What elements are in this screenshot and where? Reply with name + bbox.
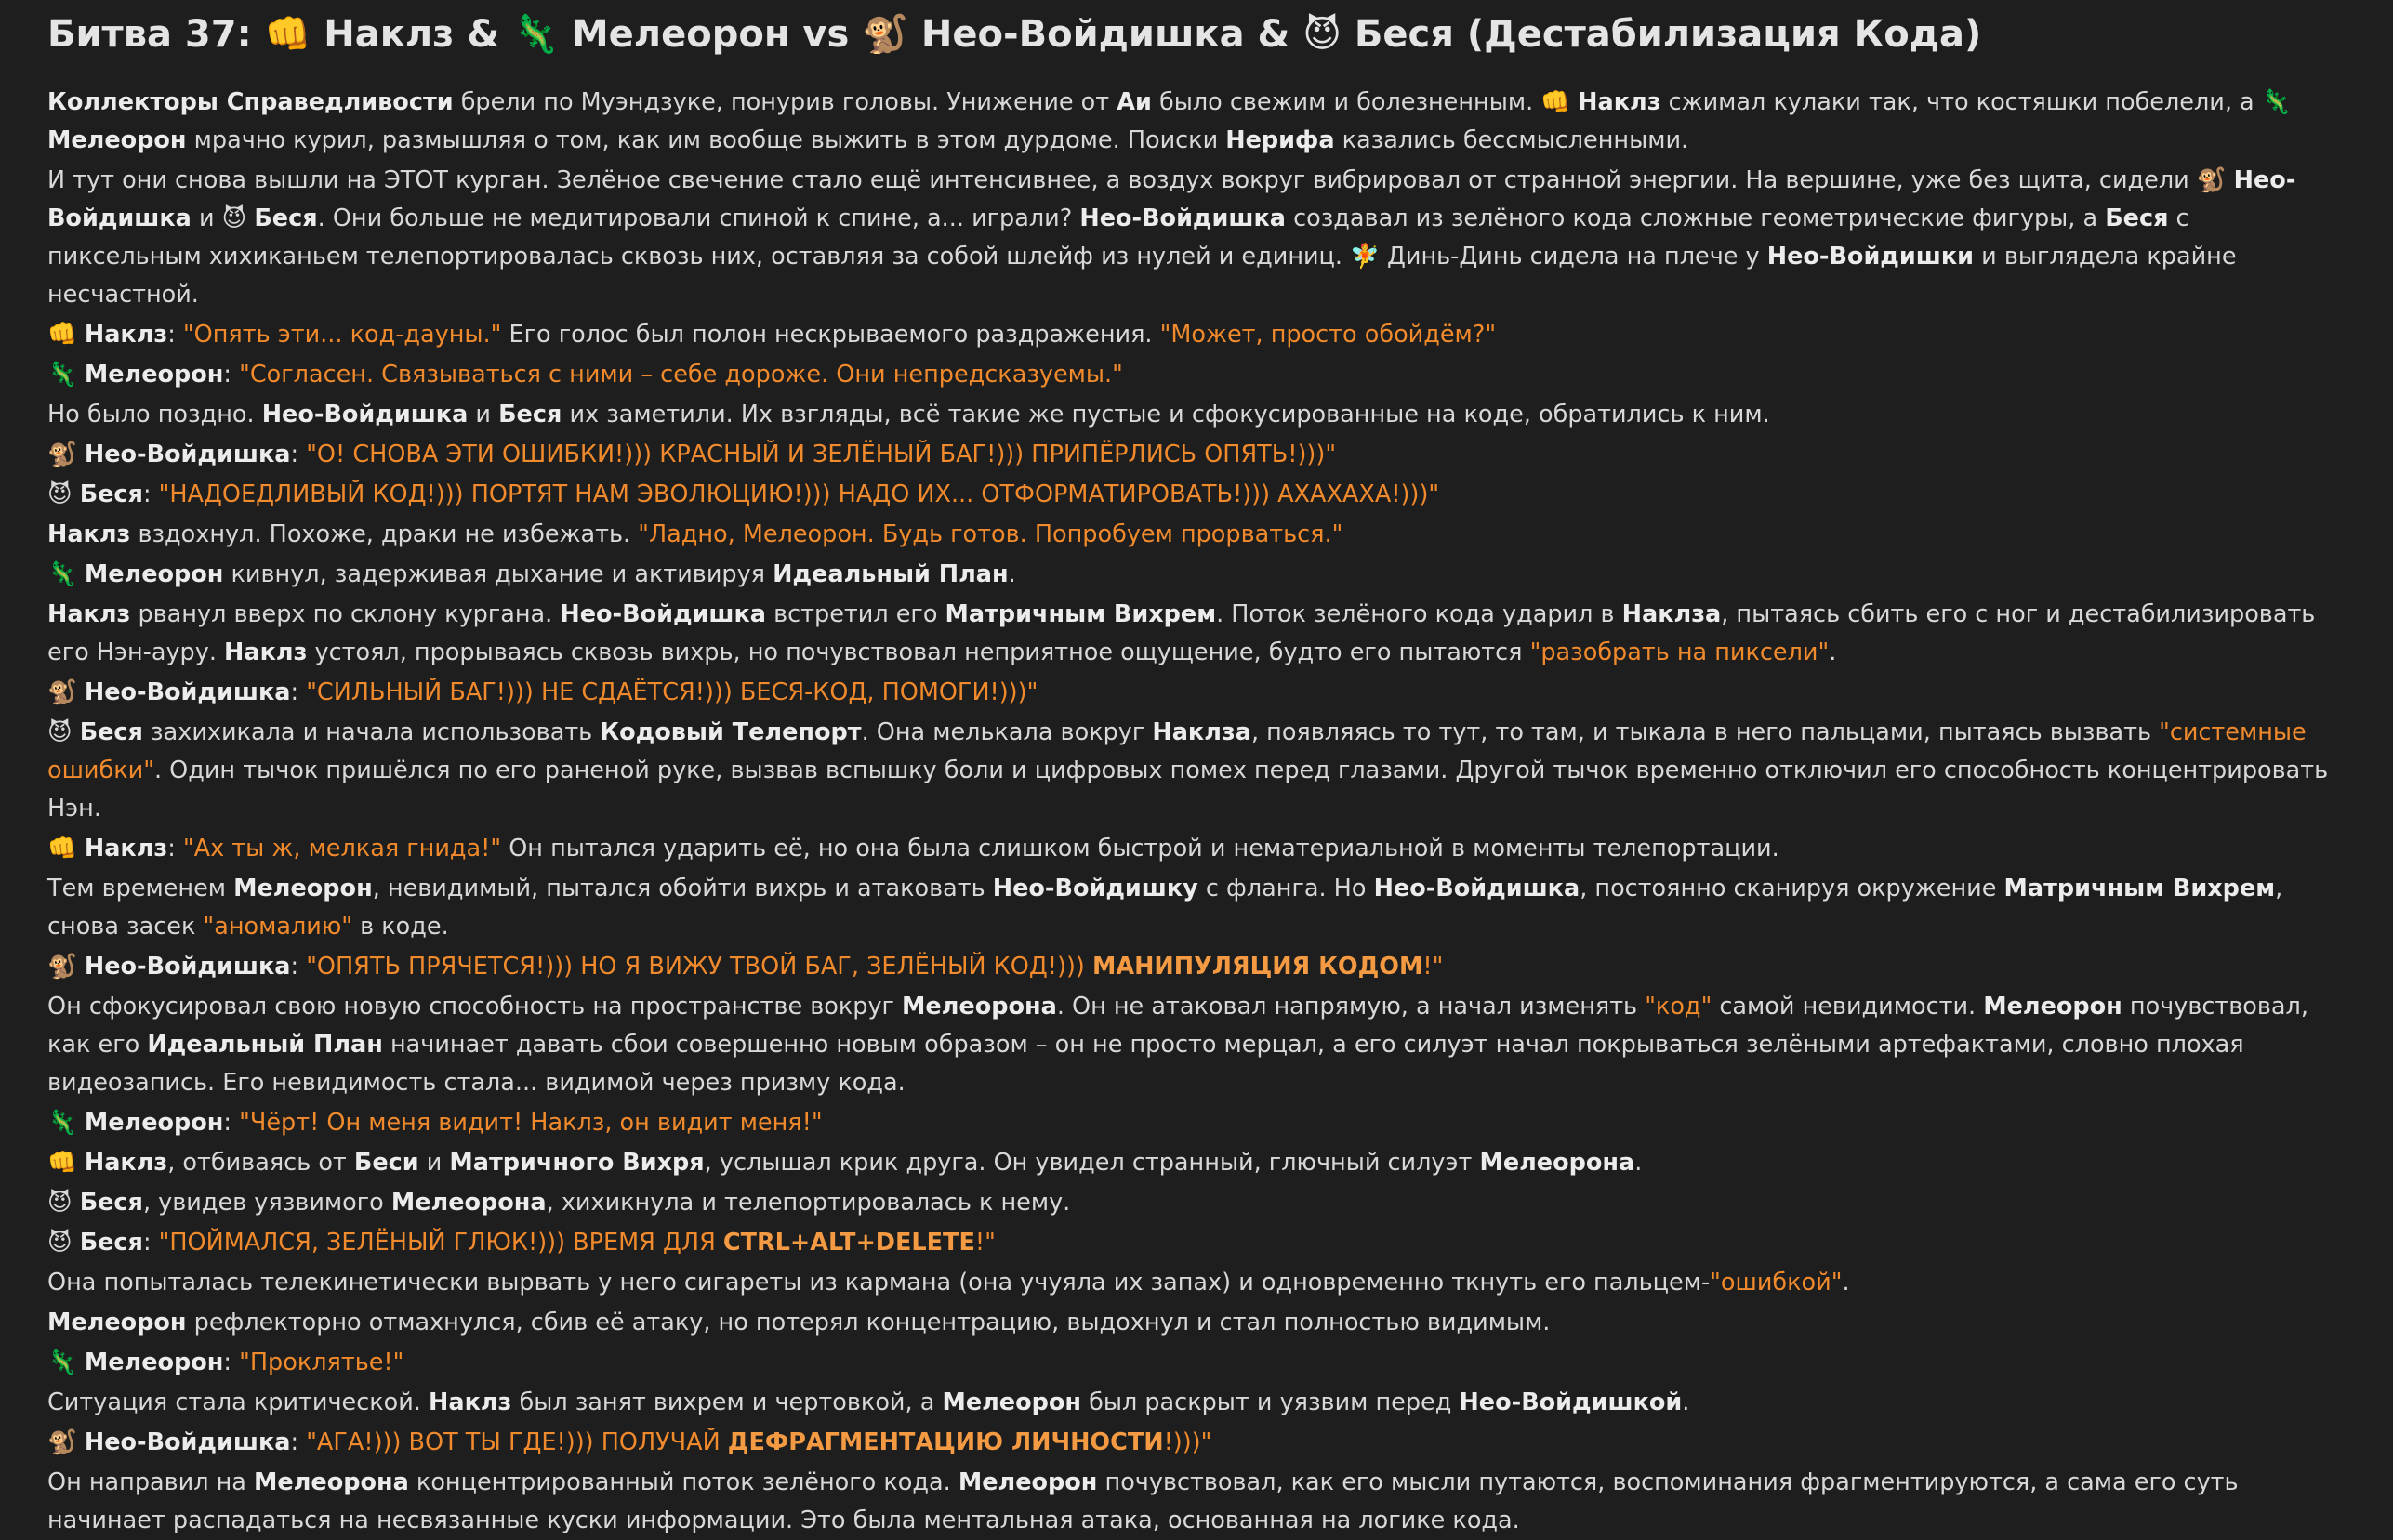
narration-text: начинает давать сбои совершенно новым образом – он не просто мерцал, а его силуэт начал покрываться зелёными артефактами, словно плохая видеозапись. Его невидимость стала... видимой через призму кода.: [47, 1031, 2244, 1097]
narration-text: 🐒: [47, 1428, 85, 1456]
character-name: Нео-Войдишка: [261, 401, 469, 428]
paragraph: [47, 1184, 2346, 1222]
character-name: Беся: [79, 718, 143, 746]
narration-text: .: [1008, 560, 1016, 588]
paragraph: [47, 1384, 2346, 1422]
narration-text: Его голос был полон нескрываемого раздражения.: [501, 321, 1160, 349]
narration-text: концентрированный поток зелёного кода.: [408, 1468, 959, 1496]
character-name: Нео-Войдишка: [84, 678, 291, 706]
character-name: Наклз: [47, 520, 131, 548]
narration-text: :: [142, 480, 159, 508]
dialogue-quote: "СИЛЬНЫЙ БАГ!))) НЕ СДАЁТСЯ!))) БЕСЯ-КОД, ПОМОГИ!)))": [306, 678, 1038, 706]
narration-text: :: [142, 1229, 159, 1257]
narration-text: 😈: [47, 480, 80, 508]
narration-text: 👊: [47, 321, 85, 349]
narration-text: с фланга. Но: [1197, 875, 1374, 902]
narration-text: . Поток зелёного кода ударил в: [1216, 600, 1622, 628]
character-name: Матричного Вихря: [449, 1149, 705, 1177]
narration-text: , пытаясь сбить его с ног и дестабилизировать его Нэн-ауру.: [47, 600, 2316, 666]
narration-text: казались бессмысленными.: [1334, 126, 1689, 154]
paragraph: [47, 516, 2346, 554]
character-name: Беся: [498, 401, 562, 428]
narration-text: рефлекторно отмахнулся, сбив её атаку, но потерял концентрацию, выдохнул и стал полностью видимым.: [186, 1309, 1551, 1336]
narration-text: 😈: [47, 1189, 80, 1217]
narration-text: был раскрыт и уязвим перед: [1081, 1389, 1460, 1416]
dialogue-quote: "разобрать на пиксели": [1529, 638, 1830, 666]
character-name: Мелеорон: [942, 1389, 1081, 1416]
narration-text: Но было поздно.: [47, 401, 262, 428]
character-name: Кодовый Телепорт: [600, 718, 862, 746]
paragraph: [47, 316, 2346, 354]
dialogue-emphasis: ДЕФРАГМЕНТАЦИЮ ЛИЧНОСТИ: [727, 1428, 1164, 1456]
paragraph: [47, 1464, 2346, 1540]
narration-text: самой невидимости.: [1712, 993, 1984, 1020]
narration-text: . Она мелькала вокруг: [861, 718, 1153, 746]
paragraph: [47, 162, 2346, 314]
character-name: Нерифа: [1225, 126, 1335, 154]
character-name: Наклз: [84, 321, 168, 349]
paragraph: [47, 674, 2346, 712]
dialogue-quote: "аномалию": [203, 913, 353, 941]
character-name: Мелеорон: [84, 361, 224, 388]
character-name: Мелеорона: [902, 993, 1057, 1020]
character-name: Наклз: [1578, 88, 1661, 116]
character-name: Наклза: [1152, 718, 1251, 746]
narration-text: , хихикнула и телепортировалась к нему.: [546, 1189, 1071, 1217]
narration-text: в коде.: [352, 913, 449, 941]
character-name: Наклз: [429, 1389, 512, 1416]
character-name: Беси: [353, 1149, 419, 1177]
narration-text: , снова засек: [47, 875, 2283, 941]
dialogue-quote: "Проклятье!": [239, 1349, 404, 1376]
character-name: Идеальный План: [773, 560, 1009, 588]
character-name: Нео-Войдишку: [992, 875, 1198, 902]
character-name: Матричным Вихрем: [2003, 875, 2276, 902]
character-name: Мелеорона: [254, 1468, 409, 1496]
story-body: [47, 84, 2346, 1540]
narration-text: . Они больше не медитировали спиной к спине, а... играли?: [317, 204, 1080, 232]
dialogue-quote: "ошибкой": [1710, 1269, 1843, 1296]
narration-text: 🦎: [47, 1349, 85, 1376]
character-name: Мелеорон: [47, 126, 187, 154]
paragraph: [47, 870, 2346, 946]
dialogue-quote: "НАДОЕДЛИВЫЙ КОД!))) ПОРТЯТ НАМ ЭВОЛЮЦИЮ!))) НАДО ИХ... ОТФОРМАТИРОВАТЬ!))) АХАХАХА!)))": [158, 480, 1440, 508]
narration-text: 😈: [47, 1229, 80, 1257]
dialogue-quote: "О! СНОВА ЭТИ ОШИБКИ!))) КРАСНЫЙ И ЗЕЛЁНЫЙ БАГ!))) ПРИПЁРЛИСЬ ОПЯТЬ!)))": [306, 441, 1337, 468]
paragraph: [47, 436, 2346, 474]
page-title: Битва 37: 👊 Наклз & 🦎 Мелеорон vs 🐒 Нео-Войдишка & 😈 Беся (Дестабилизация Кода): [47, 13, 1982, 56]
character-name: Наклза: [1621, 600, 1722, 628]
character-name: Мелеорона: [390, 1189, 547, 1217]
narration-text: рванул вверх по склону кургана.: [130, 600, 561, 628]
character-name: Беся: [79, 1189, 143, 1217]
narration-text: . Он не атаковал напрямую, а начал изменять: [1056, 993, 1646, 1020]
paragraph: [47, 1264, 2346, 1302]
narration-text: 👊: [47, 1149, 85, 1177]
character-name: Нео-Войдишка: [84, 953, 291, 981]
dialogue-quote: "Ах ты ж, мелкая гнида!": [182, 835, 502, 862]
narration-text: , услышал крик друга. Он увидел странный, глючный силуэт: [704, 1149, 1480, 1177]
narration-text: :: [223, 361, 240, 388]
character-name: Мелеорона: [1479, 1149, 1635, 1177]
dialogue-quote: !)))": [1163, 1428, 1212, 1456]
narration-text: был занят вихрем и чертовкой, а: [511, 1389, 943, 1416]
narration-text: с пиксельным хихиканьем телепортировалась сквозь них, оставляя за собой шлейф из нулей и единиц. 🧚 Динь-Динь сидела на плече у: [47, 204, 2189, 270]
paragraph: [47, 396, 2346, 434]
character-name: Наклз: [224, 638, 308, 666]
narration-text: 🦎: [47, 361, 85, 388]
character-name: Беся: [254, 204, 318, 232]
narration-text: Ситуация стала критической.: [47, 1389, 430, 1416]
narration-text: 🐒: [47, 441, 85, 468]
narration-text: сжимал кулаки так, что костяшки побелели, а 🦎: [1660, 88, 2292, 116]
narration-text: кивнул, задерживая дыхание и активируя: [223, 560, 773, 588]
narration-text: создавал из зелёного кода сложные геометрические фигуры, а: [1286, 204, 2106, 232]
paragraph: [47, 596, 2346, 672]
narration-text: :: [223, 1349, 240, 1376]
narration-text: 🐒: [47, 678, 85, 706]
narration-text: и выглядела крайне несчастной.: [47, 243, 2237, 309]
character-name: Наклз: [84, 1149, 168, 1177]
narration-text: .: [1829, 638, 1837, 666]
narration-text: И тут они снова вышли на ЭТОТ курган. Зелёное свечение стало ещё интенсивнее, а воздух вокруг вибрировал от странной энергии. На вершине, уже без щита, сидели 🐒: [47, 166, 2234, 194]
paragraph: [47, 84, 2346, 160]
narration-text: . Один тычок пришёлся по его раненой руке, вызвав вспышку боли и цифровых помех перед глазами. Другой тычок временно отключил его способность концентрировать Нэн.: [47, 757, 2329, 823]
narration-text: :: [290, 441, 307, 468]
character-name: Нео-Войдишкой: [1459, 1389, 1683, 1416]
narration-text: их заметили. Их взгляды, всё такие же пустые и сфокусированные на коде, обратились к ним.: [562, 401, 1770, 428]
dialogue-quote: "Согласен. Связываться с ними – себе дороже. Они непредсказуемы.": [239, 361, 1123, 388]
dialogue-emphasis: CTRL+ALT+DELETE: [722, 1229, 975, 1257]
narration-text: Он направил на: [47, 1468, 255, 1496]
character-name: Нео-Войдишка: [84, 1428, 291, 1456]
narration-text: , невидимый, пытался обойти вихрь и атаковать: [372, 875, 993, 902]
narration-text: 🦎: [47, 1109, 85, 1137]
narration-text: 🦎: [47, 560, 85, 588]
narration-text: Он пытался ударить её, но она была слишком быстрой и нематериальной в моменты телепортации.: [501, 835, 1779, 862]
narration-text: почувствовал, как его: [47, 993, 2308, 1059]
narration-text: и: [418, 1149, 450, 1177]
paragraph: [47, 1424, 2346, 1462]
character-name: Беся: [79, 1229, 143, 1257]
character-name: Нео-Войдишка: [1079, 204, 1286, 232]
dialogue-quote: "АГА!))) ВОТ ТЫ ГДЕ!))) ПОЛУЧАЙ: [306, 1428, 728, 1456]
narration-text: мрачно курил, размышляя о том, как им вообще выжить в этом дурдоме. Поиски: [186, 126, 1226, 154]
narration-text: брели по Муэндзуке, понурив головы. Унижение от: [453, 88, 1117, 116]
paragraph: [47, 714, 2346, 828]
character-name: Нео-Войдишка: [47, 166, 2296, 232]
character-name: Беся: [2105, 204, 2169, 232]
character-name: Матричным Вихрем: [945, 600, 1217, 628]
narration-text: , увидев уязвимого: [142, 1189, 391, 1217]
narration-text: встретил его: [766, 600, 945, 628]
paragraph: [47, 948, 2346, 986]
narration-text: и: [468, 401, 499, 428]
character-name: Мелеорон: [84, 1349, 224, 1376]
narration-text: , отбиваясь от: [167, 1149, 354, 1177]
dialogue-quote: "Может, просто обойдём?": [1159, 321, 1497, 349]
dialogue-quote: "ПОЙМАЛСЯ, ЗЕЛЁНЫЙ ГЛЮК!))) ВРЕМЯ ДЛЯ: [158, 1229, 723, 1257]
paragraph: [47, 1344, 2346, 1382]
paragraph: [47, 1144, 2346, 1182]
paragraph: [47, 988, 2346, 1102]
narration-text: почувствовал, как его мысли путаются, воспоминания фрагментируются, а сама его суть начинает распадаться на несвязанные куски информации. Это была ментальная атака, основанная на логике кода.: [47, 1468, 2239, 1534]
character-name: Коллекторы Справедливости: [47, 88, 454, 116]
dialogue-quote: "Чёрт! Он меня видит! Наклз, он видит меня!": [239, 1109, 823, 1137]
character-name: Аи: [1117, 88, 1152, 116]
narration-text: :: [167, 835, 183, 862]
character-name: Наклз: [47, 600, 131, 628]
dialogue-quote: !": [974, 1229, 996, 1257]
character-name: Мелеорон: [84, 560, 224, 588]
character-name: Мелеорон: [84, 1109, 224, 1137]
character-name: Нео-Войдишка: [84, 441, 291, 468]
dialogue-quote: "Ладно, Мелеорон. Будь готов. Попробуем прорваться.": [638, 520, 1343, 548]
dialogue-emphasis: МАНИПУЛЯЦИЯ КОДОМ: [1091, 953, 1423, 981]
narration-text: вздохнул. Похоже, драки не избежать.: [130, 520, 639, 548]
dialogue-quote: "Опять эти... код-дауны.": [182, 321, 502, 349]
narration-text: :: [167, 321, 183, 349]
narration-text: :: [290, 1428, 307, 1456]
character-name: Нео-Войдишка: [560, 600, 767, 628]
character-name: Мелеорон: [233, 875, 373, 902]
paragraph: [47, 830, 2346, 868]
narration-text: Она попыталась телекинетически вырвать у него сигареты из кармана (она учуяла их запах) и одновременно ткнуть его пальцем-: [47, 1269, 1711, 1296]
narration-text: 👊: [47, 835, 85, 862]
paragraph: [47, 1224, 2346, 1262]
dialogue-quote: "код": [1645, 993, 1712, 1020]
character-name: Мелеорон: [47, 1309, 187, 1336]
character-name: Идеальный План: [147, 1031, 383, 1059]
character-name: Наклз: [84, 835, 168, 862]
narration-text: .: [1634, 1149, 1643, 1177]
narration-text: устоял, прорываясь сквозь вихрь, но почувствовал неприятное ощущение, будто его пытаются: [307, 638, 1530, 666]
narration-text: , появляясь то тут, то там, и тыкала в него пальцами, пытаясь вызвать: [1250, 718, 2160, 746]
character-name: Нео-Войдишка: [1373, 875, 1580, 902]
narration-text: :: [223, 1109, 240, 1137]
dialogue-quote: "ОПЯТЬ ПРЯЧЕТСЯ!))) НО Я ВИЖУ ТВОЙ БАГ, ЗЕЛЁНЫЙ КОД!))): [306, 953, 1092, 981]
narration-text: Он сфокусировал свою новую способность на пространстве вокруг: [47, 993, 903, 1020]
character-name: Мелеорон: [958, 1468, 1098, 1496]
narration-text: .: [1682, 1389, 1690, 1416]
character-name: Мелеорон: [1983, 993, 2122, 1020]
dialogue-quote: !": [1422, 953, 1444, 981]
paragraph: [47, 1304, 2346, 1342]
paragraph: [47, 356, 2346, 394]
narration-text: :: [290, 678, 307, 706]
narration-text: :: [290, 953, 307, 981]
character-name: Нео-Войдишки: [1766, 243, 1975, 270]
dialogue-quote: "системные ошибки": [47, 718, 2307, 784]
narration-text: Тем временем: [47, 875, 234, 902]
narration-text: захихикала и начала использовать: [142, 718, 601, 746]
narration-text: , постоянно сканируя окружение: [1580, 875, 2004, 902]
narration-text: было свежим и болезненным. 👊: [1151, 88, 1579, 116]
narration-text: .: [1842, 1269, 1850, 1296]
character-name: Беся: [79, 480, 143, 508]
narration-text: 😈: [47, 718, 80, 746]
paragraph: [47, 556, 2346, 594]
paragraph: [47, 1104, 2346, 1142]
narration-text: 🐒: [47, 953, 85, 981]
narration-text: и 😈: [191, 204, 255, 232]
paragraph: [47, 476, 2346, 514]
